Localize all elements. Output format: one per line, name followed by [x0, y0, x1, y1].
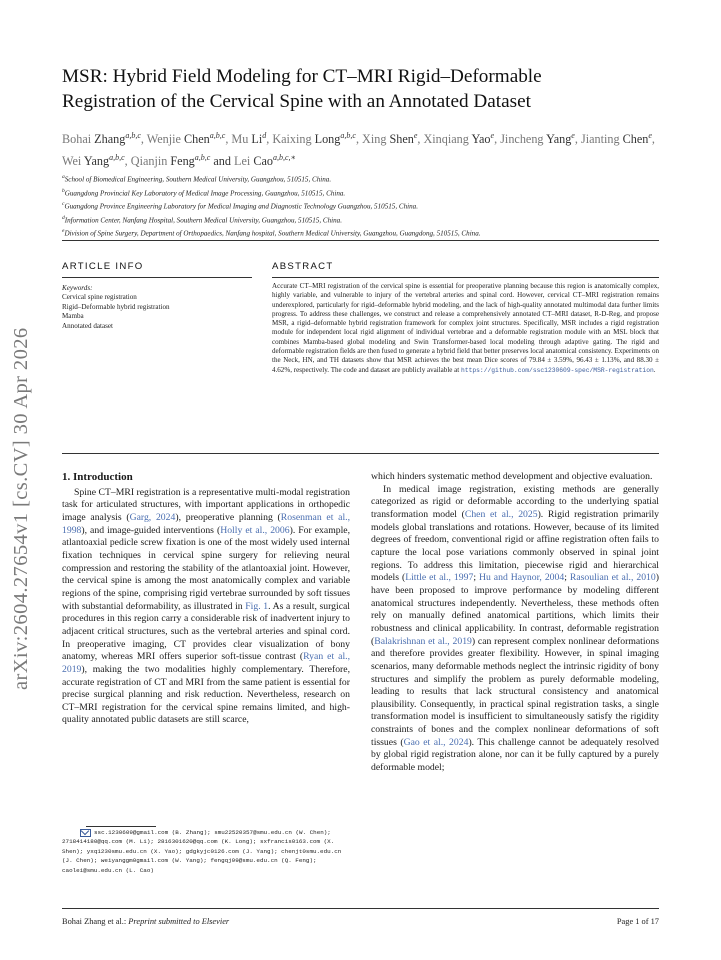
- author-list: Bohai Zhang$^{a,b,c}$, Wenjie Chen$^{a,b,c}$, Mu Li$^d$, Kaixing Long$^{a,b,c}$, Xing Shen$^e$, Xinqiang Yao$^e$, Jincheng Yang$^e$, Jianting Chen$^e$, Wei Yang$^{a,b,c}$, Qianjin Feng$^{a,b,c}$ and Lei Cao$^{a,b,c,∗}$: [62, 131, 655, 168]
- keyword-item: Mamba: [62, 312, 84, 321]
- keyword-item: Annotated dataset: [62, 321, 114, 330]
- abstract-heading: ABSTRACT: [272, 261, 334, 272]
- author-name: Jincheng Yang$^e$: [500, 131, 575, 147]
- keywords-block: Keywords: Cervical spine registration Rigid–Deformable hybrid registration Mamba Annotated dataset: [62, 284, 252, 331]
- page-number: Page 1 of 17: [616, 917, 659, 926]
- code-repository-link[interactable]: https://github.com/ssc1230609-spec/MSR-registration: [461, 366, 654, 374]
- intro-paragraph-1-continued: which hinders systematic method development and objective evaluation.: [371, 471, 653, 482]
- author-name: Wei Yang$^{a,b,c}$: [62, 152, 125, 168]
- abstract-rule: [272, 277, 659, 278]
- author-name: Mu Li$^d$: [231, 131, 267, 147]
- right-column: [371, 471, 659, 775]
- left-column: [62, 471, 350, 727]
- paper-title: [62, 64, 662, 114]
- abstract-text: Accurate CT–MRI registration of the cervical spine is essential for preoperative planning because this region is anatomically complex, highly variable, and vulnerable to injury of the vertebral arteries and spinal cord. However, cervical CT–MRI registration remains underexplored, particularly for rigid–deformable hybrid modeling, and the lack of high-quality annotated multimodal data further limits progress. To address these challenges, we construct and release a comprehensively annotated CT–MRI dataset, R-D-Reg, and propose MSR, a rigid–deformable hybrid registration framework for complex joint structures. Specifically, MSR includes a rigid registration module for independent local rigid alignment of individual vertebrae and a deformable registration module with an MSL block that combines Mamba-based global modeling and Swin Transformer-based local modeling through adaptive gating. The rigid and deformable registration fields are then fused to generate a hybrid field that better preserves local anatomical consistency. Experiments on the Neck, HN, and TH datasets show that MSR achieves the best mean Dice scores of 79.84 ± 3.59%, 96.43 ± 1.13%, and 88.30 ± 4.62%, respectively. The code and dataset are publicly available at https://github.com/ssc1230609-spec/MSR-registration.: [272, 282, 659, 374]
- keyword-item: Rigid–Deformable hybrid registration: [62, 302, 170, 311]
- author-conjunction: and: [210, 153, 235, 168]
- arxiv-identifier-stamp: arXiv:2604.27654v1 [cs.CV] 30 Apr 2026: [10, 327, 32, 690]
- intro-paragraph-2: In medical image registration, existing methods are generally categorized as rigid or deformable according to the underlying spatial transformation model (Chen et al., 2025). Rigid registration primarily models global translations and rotations. However, because of its limited degrees of freedom, conventional rigid or affine registration often fails to capture the local pose variations commonly observed in spinal joint regions. To address this limitation, piecewise rigid and hierarchical models (Little et al., 1997; Hu and Haynor, 2004; Rasoulian et al., 2010) have been proposed to improve performance by modeling different anatomical structures independently. Nevertheless, these methods often rely on manually defined anatomical partitions, which limits their robustness and clinical applicability. In contrast, deformable registration (Balakrishnan et al., 2019) can represent complex nonlinear deformations and therefore provides greater flexibility. However, in spinal imaging scenarios, many deformable methods neglect the intrinsic rigidity of bony structures and simplify the problem as purely deformable modeling, leading to results that lack structural consistency and anatomical plausibility. Consequently, in practical spinal registration tasks, a single transformation model is insufficient to simultaneously satisfy the rigidity constraints of bones and the complex nonlinear deformations of soft tissues (Gao et al., 2024). This challenge cannot be adequately resolved by global rigid registration alone, nor can it be fully captured by a purely deformable model;: [371, 483, 660, 774]
- footnote-emails: [62, 828, 350, 875]
- article-info-rule: [62, 277, 252, 278]
- author-name: Jianting Chen$^e$: [580, 131, 652, 147]
- footer-author: Bohai Zhang et al.:: [62, 917, 127, 926]
- email-list: ssc.1230609@gmail.com (B. Zhang); smu22520357@smu.edu.cn (W. Chen); 2718414180@qq.com (M. Li); 2816301620@qq.com (K. Long); sxfrancis0163.com (X. Shen); yxq1230smu.edu.cn (X. Yao); gdgkyjc0126.com (J. Yang); chenjt0smu.edu.cn (J. Chen); weiyanggm0gmail.com (W. Yang); fengqj99@smu.edu.cn (Q. Feng); caolei@smu.edu.cn (L. Cao): [62, 829, 342, 874]
- affiliation-line: $^c$Guangdong Province Engineering Laboratory for Medical Imaging and Diagnostic Technology Guangzhou, 510515, China.: [62, 201, 418, 211]
- author-name: Xinqiang Yao$^e$: [423, 131, 495, 147]
- affiliation-line: $^e$Division of Spine Surgery, Department of Orthopaedics, Nanfang hospital, Southern Medical University, Guangzhou, Guangdong, 510515, China.: [62, 228, 481, 238]
- author-name: Kaixing Long$^{a,b,c}$: [272, 131, 356, 147]
- author-name: Qianjin Feng$^{a,b,c}$: [130, 152, 211, 168]
- envelope-icon: [80, 829, 91, 837]
- header-rule: [62, 240, 659, 241]
- author-name: Wenjie Chen$^{a,b,c}$: [146, 131, 226, 147]
- abstract-bottom-rule: [62, 453, 659, 454]
- footer-left: [62, 917, 229, 926]
- intro-paragraph-1: Spine CT–MRI registration is a representative multi-modal registration task for articulated structures, with important applications in orthopedic image analysis (Garg, 2024), preoperative planning (Rosenman et al., 1998), and image-guided interventions (Holly et al., 2006). For example, atlantoaxial pedicle screw fixation is one of the most widely used internal fixation techniques in cervical spine surgery for relieving neural compression and restoring the stability of the atlantoaxial joint. However, the cervical spine is among the most anatomically complex and variable regions of the spine, comprising rigid vertebrae surrounded by soft tissues with substantial deformability, as illustrated in Fig. 1. As a result, surgical procedures in this region carry a considerable risk of inadvertent injury to adjacent critical structures, such as the vertebral arteries and spinal cord. In preoperative imaging, CT provides clear visualization of bony anatomy, whereas MRI offers superior soft-tissue contrast (Ryan et al., 2019), making the two modalities highly complementary. Therefore, accurate registration of CT and MRI from the same patient is essential for precise surgical planning and risk reduction. Nevertheless, research on CT–MRI registration for the cervical spine remains limited, and high-quality annotated public datasets are still scarce,: [62, 486, 351, 726]
- keywords-list: [62, 293, 252, 331]
- author-name: Xing Shen$^e$: [362, 131, 418, 147]
- affiliation-line: $^d$Information Center, Nanfang Hospital, Southern Medical University, Guangzhou, 510515, China.: [62, 214, 342, 225]
- footnote-rule: [86, 826, 156, 827]
- footer-rule: [62, 908, 659, 909]
- affiliation-line: $^a$School of Biomedical Engineering, Southern Medical University, Guangzhou, 510515, China.: [62, 174, 332, 184]
- article-info-heading: ARTICLE INFO: [62, 261, 144, 272]
- abstract-body: Accurate CT–MRI registration of the cervical spine is essential for preoperative planning because this region is anatomically complex, highly variable, and vulnerable to injury of the vertebral arteries and spinal cord. However, cervical CT–MRI registration remains underexplored, particularly for rigid–deformable hybrid modeling, and the lack of high-quality annotated multimodal data further limits progress. To address these challenges, we construct and release a comprehensively annotated CT–MRI dataset, R-D-Reg, and propose MSR, a rigid–deformable hybrid registration framework for complex joint structures. Specifically, MSR includes a rigid registration module for independent local rigid alignment of individual vertebrae and a deformable registration module with an MSL block that combines Mamba-based global modeling and Swin Transformer-based local modeling through adaptive gating. The rigid and deformable registration fields are then fused to generate a hybrid field that better preserves local anatomical consistency. Experiments on the Neck, HN, and TH datasets show that MSR achieves the best mean Dice scores of 79.84 ± 3.59%, 96.43 ± 1.13%, and 88.30 ± 4.62%, respectively. The code and dataset are publicly available at: [272, 282, 659, 374]
- author-name: Bohai Zhang$^{a,b,c}$: [62, 131, 141, 147]
- affiliation-list: [62, 172, 672, 240]
- author-name: Lei Cao$^{a,b,c,∗}$: [234, 152, 296, 168]
- affiliation-line: $^b$Guangdong Provincial Key Laboratory of Medical Image Processing, Guangzhou, 510515, China.: [62, 187, 346, 197]
- title-line-2: Registration of the Cervical Spine with an Annotated Dataset: [62, 91, 531, 112]
- section-heading-introduction: 1. Introduction: [62, 471, 133, 483]
- keywords-label: Keywords: [62, 284, 91, 292]
- title-line-1: MSR: Hybrid Field Modeling for CT–MRI Rigid–Deformable: [62, 66, 542, 87]
- footer-status: Preprint submitted to Elsevier: [128, 917, 230, 926]
- keyword-item: Cervical spine registration: [62, 293, 137, 302]
